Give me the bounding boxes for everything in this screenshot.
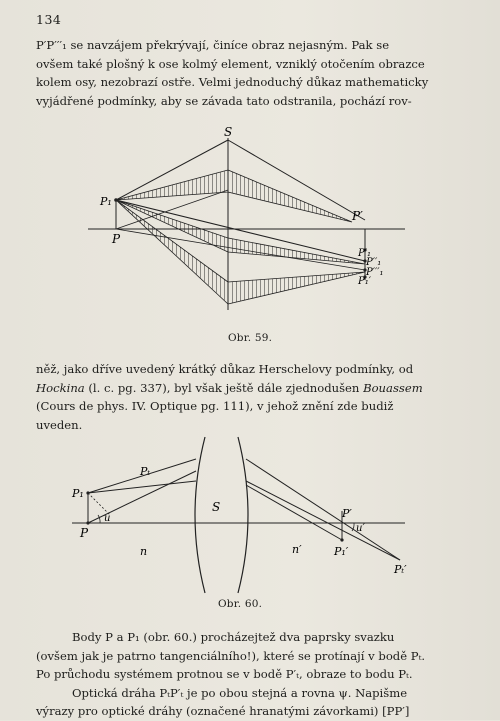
text-line: výrazy pro optické dráhy (označené hranatými závorkami) [PP′] (36, 704, 410, 718)
label-s: S (212, 500, 221, 514)
point-p1 (86, 491, 89, 494)
name-bouasse: Bouassem (363, 380, 423, 395)
ray-wedge (116, 200, 228, 304)
label-pprimet: Pₜ′ (394, 563, 407, 576)
label-pprime-3: P′′′₁ (366, 267, 384, 278)
label-pprime: P′ (352, 209, 363, 223)
ray-wedge (228, 170, 352, 222)
label-nprime: n′ (292, 543, 302, 556)
label-pprime-1: P′₁ (358, 248, 372, 259)
text-line: Po průchodu systémem protnou se v bodě P′ₜ, obraze to bodu Pₜ. (36, 667, 413, 681)
figure-59 (0, 120, 500, 320)
label-p: P (112, 232, 121, 246)
label-pprime-2: P′′₁ (366, 257, 382, 268)
ray-line (88, 493, 110, 515)
point-p (86, 521, 89, 524)
label-s: S (224, 125, 233, 139)
label-u: u (104, 513, 111, 524)
paragraph-bottom (36, 628, 448, 721)
text-line: kolem osy, nezobrazí ostře. Velmi jednoduchý důkaz mathematicky (36, 75, 429, 89)
figure-59-caption: Obr. 59. (228, 332, 273, 344)
text-fragment: (l. c. pg. 337), byl však ještě dále zjednodušen (84, 380, 364, 395)
lens-outline (195, 437, 248, 593)
figure-60-caption: Obr. 60. (218, 598, 263, 610)
figure-60 (0, 435, 500, 595)
text-line: (Cours de phys. IV. Optique pg. 111), v jehož znění zde budiž (36, 399, 394, 413)
ray-wedge (228, 272, 365, 304)
label-pt: Pₜ (140, 465, 151, 478)
text-line: Body P a P₁ (obr. 60.) procházejtež dva paprsky svazku (72, 630, 395, 644)
paragraph-middle (36, 360, 448, 434)
text-line: Optická dráha PₜP′ₜ je po obou stejná a rovna ψ. Napišme (72, 685, 408, 700)
label-pprime1: P₁′ (334, 545, 349, 558)
text-line: uveden. (36, 417, 83, 432)
label-pprime-4: P₁′ (358, 276, 372, 287)
text-line: něž, jako dříve uvedený krátký důkaz Herschelovy podmínky, od (36, 362, 414, 376)
point-p1 (114, 198, 118, 202)
name-hockina: Hockina (36, 380, 85, 395)
ray-line (246, 459, 400, 560)
label-pprime: P′ (342, 507, 352, 520)
label-p1: P₁ (72, 487, 84, 500)
text-line: P′P′′′₁ se navzájem překrývají, činíce obraz nejasným. Pak se (36, 38, 390, 52)
paragraph-intro (36, 36, 448, 110)
page-number: 134 (36, 12, 62, 27)
label-p1: P₁ (100, 195, 112, 208)
ray-line (88, 481, 196, 493)
label-uprime: u′ (356, 523, 365, 534)
angle-u-arc (98, 515, 100, 523)
label-p: P (80, 526, 89, 540)
text-line (36, 379, 448, 398)
point-pprime1 (340, 538, 343, 541)
text-line: vyjádřené podmínky, aby se závada tato odstranila, pochází rov- (36, 93, 412, 108)
label-n: n (140, 545, 148, 558)
text-line: (ovšem jak je patrno tangenciálního!), které se protínají v bodě Pₜ. (36, 648, 426, 663)
text-line: ovšem také plošný k ose kolmý element, vzniklý otočením obrazce (36, 56, 425, 71)
ray-line (246, 481, 400, 560)
ray-line (116, 229, 365, 270)
